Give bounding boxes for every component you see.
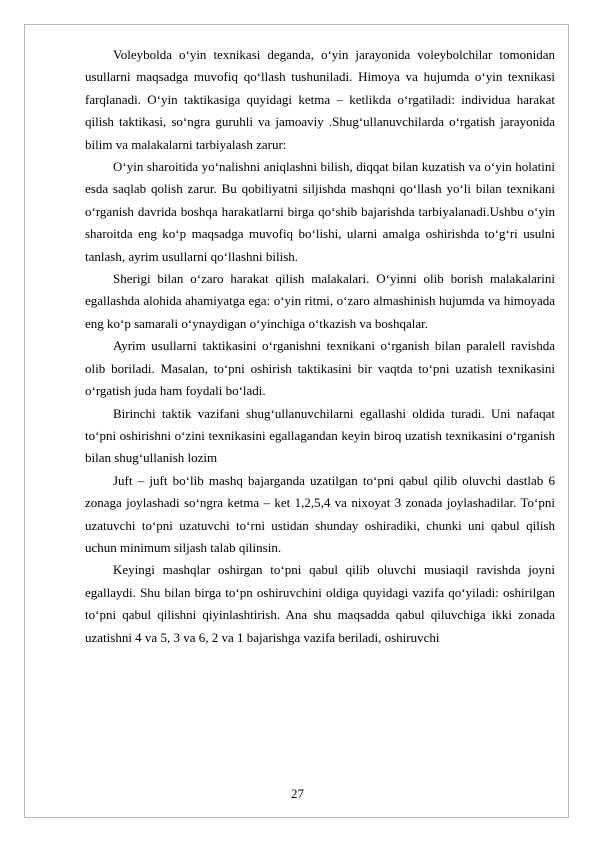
page-number: 27 bbox=[291, 786, 304, 801]
paragraph-2: O‘yin sharoitida yo‘nalishni aniqlashni bilish, diqqat bilan kuzatish va o‘yin holatini esda saqlab qolish zarur. Bu qobiliyatni siljishda mashqni qo‘llash yo‘li bilan texnikani o‘rganish davrida boshqa harakatlarni birga qo‘shib bajarishda tarbiyalanadi.Ushbu o‘yin sharoitda eng ko‘p maqsadga muvofiq bo‘lishi, ularni amalga oshirishda to‘g‘ri usulni tanlash, ayrim usullarni qo‘llashni bilish. bbox=[85, 159, 555, 264]
paragraph-5: Birinchi taktik vazifani shug‘ullanuvchilarni egallashi oldida turadi. Uni nafaqat to‘pni oshirishni o‘zini texnikasini egallagandan keyin biroq uzatish texnikasini o‘rganish bilan shug‘ullanish lozim bbox=[85, 405, 555, 466]
paragraph-7: Keyingi mashqlar oshirgan to‘pni qabul qilib oluvchi musiaqil ravishda joyni egallaydi. Shu bilan birga to‘pn oshiruvchini oldiga quyidagi vazifa qo‘yiladi: oshirilgan to‘pni qabul qilishni qiyinlashtirish. Ana shu maqsadda qabul qiluvchiga ikki zonada uzatishni 4 va 5, 3 va 6, 2 va 1 bajarishga vazifa beriladi, oshiruvchi bbox=[85, 562, 555, 645]
paragraph-6: Juft – juft bo‘lib mashq bajarganda uzatilgan to‘pni qabul qilib oluvchi dastlab 6 zonaga joylashadi so‘ngra ketma – ket 1,2,5,4 va nixoyat 3 zonada joylashadilar. To‘pni uzatuvchi to‘pni uzatuvchi to‘rni ustidan shunday oshiradiki, chunki uni qabul qilish uchun minimum siljash talab qilinsin. bbox=[85, 472, 555, 555]
paragraph-1: Voleybolda o‘yin texnikasi deganda, o‘yin jarayonida voleybolchilar tomonidan usullarni maqsadga muvofiq qo‘llash tushuniladi. Himoya va hujumda o‘yin texnikasi farqlanadi. O‘yin taktikasiga quyidagi ketma – ketlikda o‘rgatiladi: individua harakat qilish taktikasi, so‘ngra guruhli va jamoaviy .Shug‘ullanuvchilarda o‘rgatish jarayonida bilim va malakalarni tarbiyalash zarur: bbox=[85, 47, 555, 152]
document-body bbox=[85, 44, 555, 649]
paragraph-4: Ayrim usullarni taktikasini o‘rganishni texnikani o‘rganish bilan paralell ravishda olib boriladi. Masalan, to‘pni oshirish taktikasini bir vaqtda to‘pni uzatish texnikasini o‘rgatish juda ham foydali bo‘ladi. bbox=[85, 338, 555, 399]
paragraph-3: Sherigi bilan o‘zaro harakat qilish malakalari. O‘yinni olib borish malakalarini egallashda alohida ahamiyatga ega: o‘yin ritmi, o‘zaro almashinish hujumda va himoyada eng ko‘p samarali o‘ynaydigan o‘yinchiga o‘tkazish va boshqalar. bbox=[85, 271, 555, 331]
